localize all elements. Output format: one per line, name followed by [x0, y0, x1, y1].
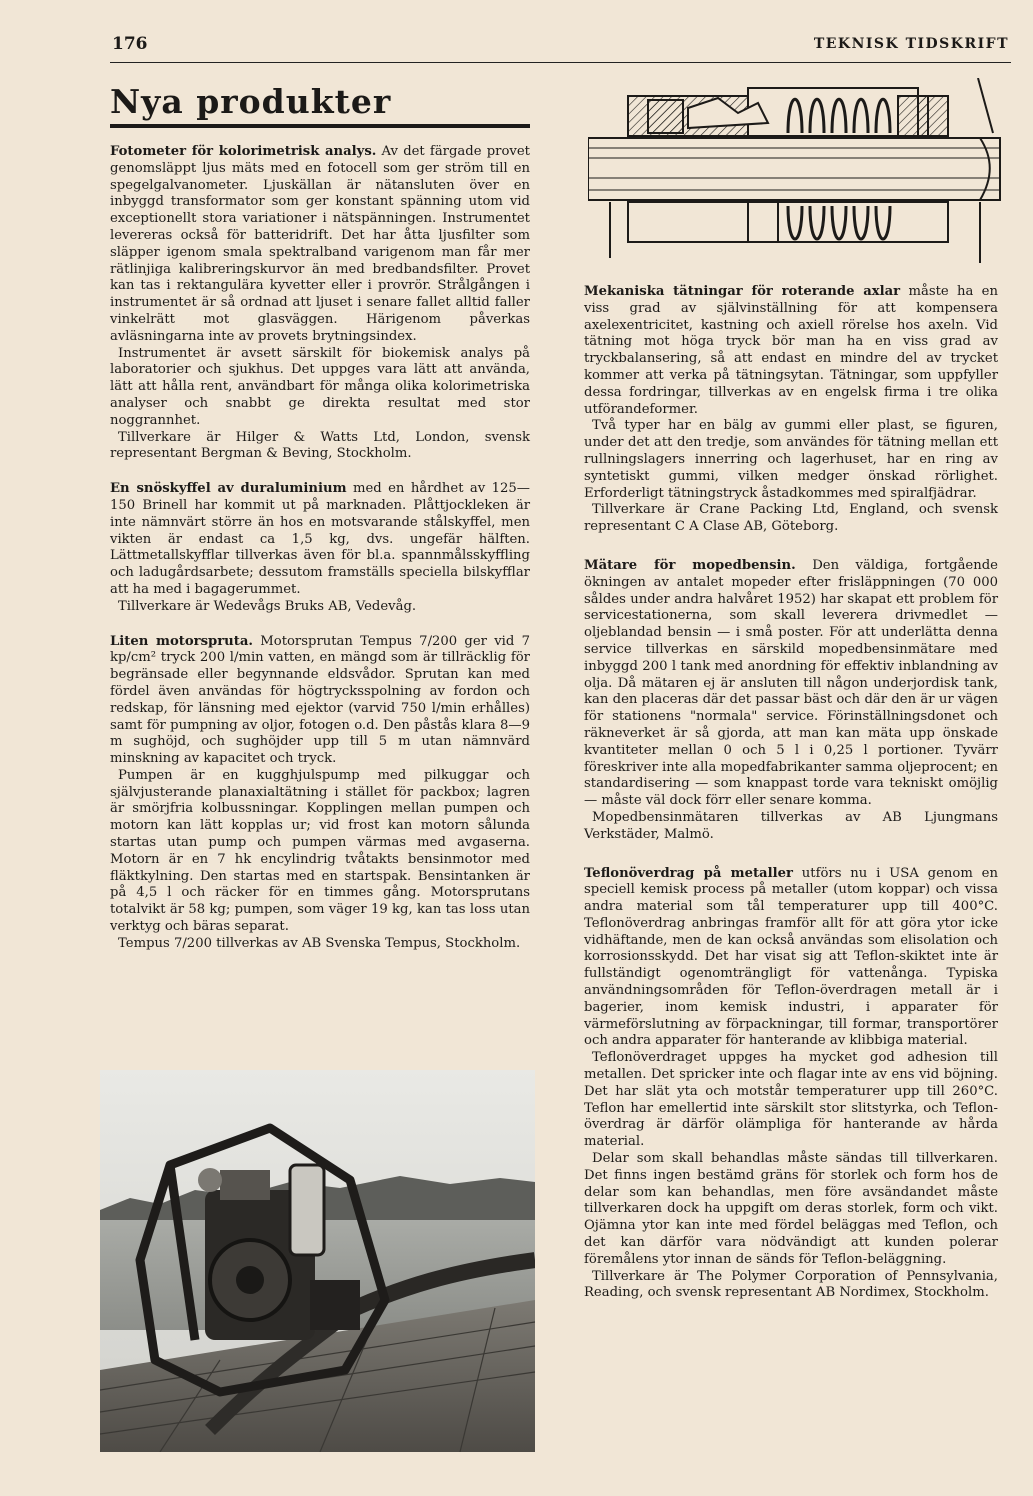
journal-name: TEKNISK TIDSKRIFT: [813, 36, 1009, 52]
article-paragraph: [584, 558, 998, 810]
article-paragraph: Mopedbensinmätaren tillverkas av AB Ljungmans Verkstäder, Malmö.: [584, 809, 998, 842]
page-number: 176: [112, 34, 148, 54]
article-paragraph: Delar som skall behandlas måste sändas till tillverkaren. Det finns ingen bestämd gräns för storlek och form hos de delar som kan behandlas, men före avsändandet måste tillverkaren dock ha uppgift om deras storlek, form och vikt. Ojämna ytor kan inte med fördel beläggas med Teflon, och det kan därför vara nödvändigt att kunden polerar föremålens ytor innan de sänds för Teflon-beläggning.: [584, 1151, 998, 1267]
article-text: Motorsprutan Tempus 7/200 ger vid 7 kp/cm² tryck 200 l/min vatten, en mängd som är tillräcklig för begränsade eller begynnande eldsvådor. Sprutan kan med fördel även användas för högtrycksspolning av fordon och redskap, för länsning med ejektor (varvid 750 l/min erhålles) samt för pumpning av oljor, fotogen o.d. Den påstås klara 8—9 m sughöjd, och sughöjder upp till 5 m utan nämnvärd minskning av kapacitet och tryck.: [110, 633, 530, 767]
article-paragraph: [584, 866, 998, 1051]
article-paragraph: Tillverkare är Wedevågs Bruks AB, Vedevåg.: [118, 598, 417, 614]
article-paragraph: Instrumentet är avsett särskilt för biokemisk analys på laboratorier och sjukhus. Det uppges vara lätt att använda, lätt att hålla rent, användbart för många olika kolorimetriska analyser och snabbt ge direkta resultat med stor noggrannhet.: [110, 345, 530, 428]
header-rule: [110, 62, 1011, 63]
article-text: måste ha en viss grad av självinställning för att kompensera axelexentricitet, kastning och axiell rörelse hos axeln. Vid tätning mot höga tryck bör man ha en viss grad av tryckbalansering, så att endast en mindre del av trycket kommer att verka på tätningsytan. Tätningar, som uppfyller dessa fordringar, tillverkas av en engelsk firma i tre olika utförandeformer.: [584, 284, 998, 417]
article-lead: Teflonöverdrag på metaller: [584, 865, 793, 881]
article-paragraph: [110, 634, 530, 768]
section-title: Nya produkter: [110, 82, 392, 121]
mechanical-seal-drawing: [588, 78, 1008, 268]
article-lead: Liten motorspruta.: [110, 633, 253, 649]
article-lead: Fotometer för kolorimetrisk analys.: [110, 144, 377, 159]
article-lead: Mätare för mopedbensin.: [584, 557, 796, 573]
article-paragraph: Pumpen är en kugghjulspump med pilkuggar och självjusterande planaxialtätning i stället för packbox; lagren är smörjfria kolbussningar. Kopplingen mellan pumpen och motorn kan lätt kopplas ur; vid frost kan motorn sålunda startas utan pump och pumpen värmas med avgaserna. Motorn är en 7 hk encylindrig tvåtakts bensinmotor med fläktkylning. Den startas med en startspak. Bensintanken är på 4,5 l och räcker för en timmes gång. Motorsprutans totalvikt är 58 kg; pumpen, som väger 19 kg, kan tas loss utan verktyg och bäras separat.: [110, 767, 530, 935]
motorspruta-photo: [100, 1070, 535, 1452]
article-paragraph: Tillverkare är Hilger & Watts Ltd, London, svensk representant Bergman & Beving, Stockholm.: [110, 429, 530, 462]
article-paragraph: Tillverkare är Crane Packing Ltd, England, och svensk representant C A Clase AB, Göteborg.: [584, 502, 998, 535]
article-lead: Mekaniska tätningar för roterande axlar: [584, 284, 901, 299]
article-snoskyffel: [110, 481, 530, 615]
article-text: Den väldiga, fortgående ökningen av antalet mopeder efter frisläppningen (70 000 såldes under andra halvåret 1952) har skapat ett problem för servicestationerna, som skall leverera drivmedlet — oljeblandad bensin — i små poster. För att underlätta denna service tillverkas en särskild mopedbensinmätare med inbyggd 200 l tank med anordning för effektiv inblandning av olja. Då mätaren ej är ansluten till någon underjordisk tank, kan den placeras där det passar bäst och där den är ur vägen för stationens "normala" service. Förinställningsdonet och räkneverket är så gjorda, att man kan mäta upp önskade kvantiteter mellan 0 och 5 l i 0,25 l portioner. Tyvärr föreskriver inte alla mopedfabrikanter samma oljeprocent; en standardisering — som knappast torde vara tekniskt omöjlig — måste väl dock förr eller senare komma.: [584, 557, 998, 809]
article-mekaniska-tatningar: [584, 284, 998, 536]
left-column: [110, 144, 530, 953]
article-lead: En snöskyffel av duraluminium: [110, 481, 347, 497]
article-paragraph: [584, 284, 998, 418]
article-motorspruta: [110, 634, 530, 953]
right-column: [584, 284, 998, 1302]
article-fotometer: [110, 144, 530, 463]
article-text: med en hårdhet av 125—150 Brinell har kommit ut på marknaden. Plåttjockleken är inte nämnvärt större än hos en motsvarande stålskyffel, men vikten är endast ca 1,5 kg, dvs. ungefär hälften. Lättmetallskyfflar tillverkas även för bl.a. spannmålsskyffling och ladugårdsarbete; dessutom framställs speciella bilskyfflar att ha med i bagagerummet.: [110, 481, 530, 597]
article-text: utförs nu i USA genom en speciell kemisk process på metaller (utom koppar) och vissa andra material som tål temperaturer upp till 400°C. Teflonöverdrag anbringas framför allt för att göra ytor icke vidhäftande, men de kan också användas som elisolation och korrosionsskydd. Det har visat sig att Teflon-skiktet inte är fullständigt ogenomträngligt för vattenånga. Typiska användningsområden för Teflon-överdragen metall är i bagerier, inom kemisk industri, i apparater för värmeförslutning av förpackningar, till formar, transportörer och andra apparater för hanterande av klibbiga material.: [584, 865, 998, 1049]
article-teflon: [584, 866, 998, 1303]
article-paragraph: Tempus 7/200 tillverkas av AB Svenska Tempus, Stockholm.: [118, 935, 521, 951]
article-text: Av det färgade provet genomsläppt ljus mäts med en fotocell som ger ström till en spegelgalvanometer. Ljuskällan är nätansluten över en inbyggd transformator som ger konstant spänning utom vid exceptionellt stora variationer i nätspänningen. Instrumentet levereras också för batteridrift. Det har åtta ljusfilter som släpper igenom smala spektralband varigenom man får mer rätlinjiga kalibreringskurvor än med bredbandsfilter. Provet kan tas i rektangulära kyvetter eller i provrör. Strålgången i instrumentet är så ordnad att ljuset i senare fallet alltid faller vinkelrätt mot glasväggen. Härigenom påverkas avläsningarna inte av provets brytningsindex.: [110, 144, 530, 344]
article-paragraph: Teflonöverdraget uppges ha mycket god adhesion till metallen. Det spricker inte och flagar inte av ens vid böjning. Det har slät yta och motstår temperaturer upp till 260°C. Teflon har emellertid inte särskilt stor slitstyrka, och Teflon-överdrag är därför olämpliga för hanterande av hårda material.: [584, 1050, 998, 1150]
article-paragraph: Tillverkare är The Polymer Corporation of Pennsylvania, Reading, och svensk representant AB Nordimex, Stockholm.: [584, 1268, 998, 1301]
article-paragraph: Två typer har en bälg av gummi eller plast, se figuren, under det att den tredje, som användes för tätning mellan ett rullningslagers innerring och lagerhuset, har en ring av syntetiskt gummi, vilken medger önskad rörlighet. Erforderligt tätningstryck åstadkommes med spiralfjädrar.: [584, 418, 998, 501]
article-mopedbensin: [584, 558, 998, 844]
article-paragraph: [110, 481, 530, 599]
article-paragraph: [110, 144, 530, 346]
title-rule: [110, 124, 530, 128]
